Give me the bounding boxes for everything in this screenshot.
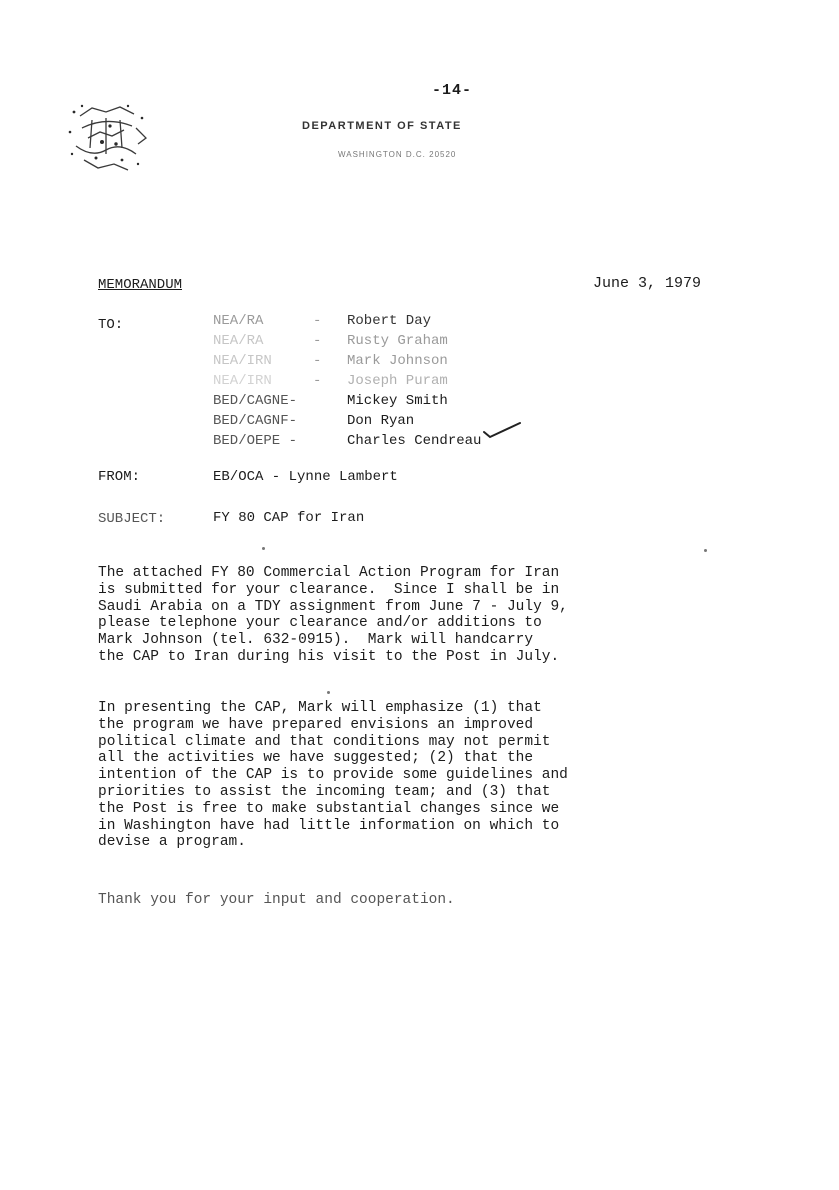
recipient-line <box>213 393 448 409</box>
recipient-name: Charles Cendreau <box>347 433 482 449</box>
paragraph-line: in Washington have had little information on which to <box>98 817 560 834</box>
paragraph-line: intention of the CAP is to provide some guidelines and <box>98 767 568 784</box>
recipient-name: Joseph Puram <box>347 373 448 389</box>
memo-date: June 3, 1979 <box>593 275 702 292</box>
paragraph-line: all the activities we have suggested; (2) that the <box>98 750 534 767</box>
from-value: EB/OCA - Lynne Lambert <box>213 469 398 485</box>
recipient-code: NEA/IRN <box>213 373 272 389</box>
recipient-name: Robert Day <box>347 313 432 329</box>
paragraph-line: please telephone your clearance and/or additions to <box>98 615 542 632</box>
recipient-dash: - <box>313 333 322 349</box>
paragraph-line: the CAP to Iran during his visit to the Post in July. <box>98 648 560 665</box>
recipient-name: Rusty Graham <box>347 333 448 349</box>
recipient-dash: - <box>313 313 322 329</box>
paragraph-line: devise a program. <box>98 834 246 851</box>
department-seal <box>62 98 150 178</box>
recipient-line <box>213 353 448 369</box>
department-city: WASHINGTON D.C. 20520 <box>338 150 457 159</box>
scan-speck <box>262 547 265 550</box>
scan-speck <box>327 691 330 694</box>
from-label: FROM: <box>98 469 141 485</box>
handwritten-check-mark <box>482 420 524 445</box>
memo-heading: MEMORANDUM <box>98 277 183 293</box>
recipient-code: BED/OEPE - <box>213 433 298 449</box>
paragraph-line: The attached FY 80 Commercial Action Program for Iran <box>98 565 560 581</box>
recipient-dash: - <box>313 353 322 369</box>
to-label: TO: <box>98 317 124 333</box>
paragraph-line: is submitted for your clearance. Since I shall be in <box>98 581 560 598</box>
scan-speck <box>704 549 707 552</box>
body-paragraph-1 <box>98 565 568 666</box>
paragraph-line: In presenting the CAP, Mark will emphasize (1) that <box>98 700 542 716</box>
recipient-name: Mark Johnson <box>347 353 448 369</box>
paragraph-line: Mark Johnson (tel. 632-0915). Mark will handcarry <box>98 632 534 649</box>
paragraph-line: priorities to assist the incoming team; and (3) that <box>98 783 551 800</box>
subject-label: SUBJECT: <box>98 511 166 527</box>
paragraph-line: the program we have prepared envisions an improved <box>98 716 534 733</box>
body-paragraph-2 <box>98 700 568 851</box>
recipient-line <box>213 333 448 349</box>
recipient-dash: - <box>313 373 322 389</box>
recipient-code: NEA/RA <box>213 313 264 329</box>
recipient-line <box>213 413 414 429</box>
recipient-line <box>213 313 431 329</box>
recipient-code: NEA/IRN <box>213 353 272 369</box>
recipient-line <box>213 433 481 449</box>
recipient-name: Mickey Smith <box>347 393 448 409</box>
recipient-name: Don Ryan <box>347 413 415 429</box>
recipient-code: NEA/RA <box>213 333 264 349</box>
paragraph-line: the Post is free to make substantial changes since we <box>98 800 560 817</box>
department-name: DEPARTMENT OF STATE <box>302 120 462 132</box>
body-paragraph-3: Thank you for your input and cooperation. <box>98 892 455 908</box>
paragraph-line: political climate and that conditions may not permit <box>98 733 551 750</box>
recipient-code: BED/CAGNE- <box>213 393 298 409</box>
paragraph-line: Saudi Arabia on a TDY assignment from June 7 - July 9, <box>98 598 568 615</box>
subject-value: FY 80 CAP for Iran <box>213 510 365 526</box>
recipient-line <box>213 373 448 389</box>
page-number: -14- <box>432 82 473 99</box>
recipient-code: BED/CAGNF- <box>213 413 298 429</box>
